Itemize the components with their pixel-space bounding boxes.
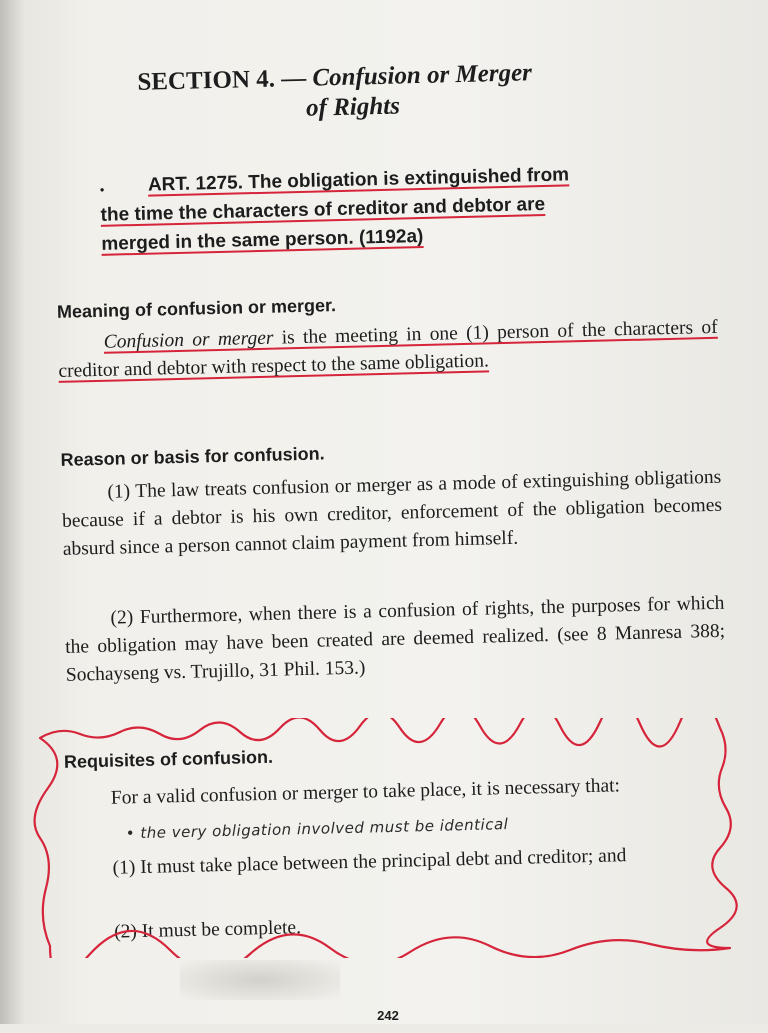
bullet-mark: • [99, 182, 105, 197]
meaning-text: is the meeting in one (1) person of the characters of creditor and debtor with respect to the same obligation. [58, 316, 718, 382]
section-title-italic: Confusion or Merger [312, 59, 533, 92]
article-1275 [100, 158, 662, 259]
section-title-line2: of Rights [305, 92, 401, 122]
article-line-1: ART. 1275. The obligation is extinguished from [147, 164, 570, 196]
reason-p2-text: (2) Furthermore, when there is a confusion of rights, the purposes for which the obligation may have been created are deemed realized. (see 8 Manresa 388; Sochayseng vs. Trujillo, 31 Phil. 153.) [64, 592, 726, 686]
red-annotation-box [30, 718, 746, 958]
reason-heading: Reason or basis for confusion. [60, 443, 325, 470]
requisite-item-2-text: (2) It must be complete. [113, 917, 302, 943]
reason-p1-text: (1) The law treats confusion or merger as a mode of extinguishing obligations because if a debtor is his own creditor, enforcement of the obligation becomes absurd since a person cannot claim payment from himself. [61, 466, 723, 560]
meaning-paragraph [57, 314, 718, 386]
requisites-intro-text: For a valid confusion or merger to take place, it is necessary that: [110, 775, 621, 809]
section-title [137, 55, 658, 128]
requisites-heading: Requisites of confusion. [63, 746, 274, 772]
meaning-term: Confusion or merger [103, 327, 274, 353]
meaning-heading: Meaning of confusion or merger. [56, 295, 337, 322]
article-line-2: the time the characters of creditor and debtor are [100, 193, 546, 226]
requisite-item-1-text: (1) It must take place between the principal debt and creditor; and [112, 845, 627, 879]
handwritten-note: • the very obligation involved must be identical [125, 815, 509, 843]
article-line-3: merged in the same person. (1192a) [101, 225, 424, 255]
section-title-lead: SECTION 4. — [137, 64, 313, 96]
page-number: 242 [377, 1008, 399, 1023]
reason-paragraph-1 [61, 464, 723, 564]
reason-paragraph-2 [64, 590, 726, 690]
